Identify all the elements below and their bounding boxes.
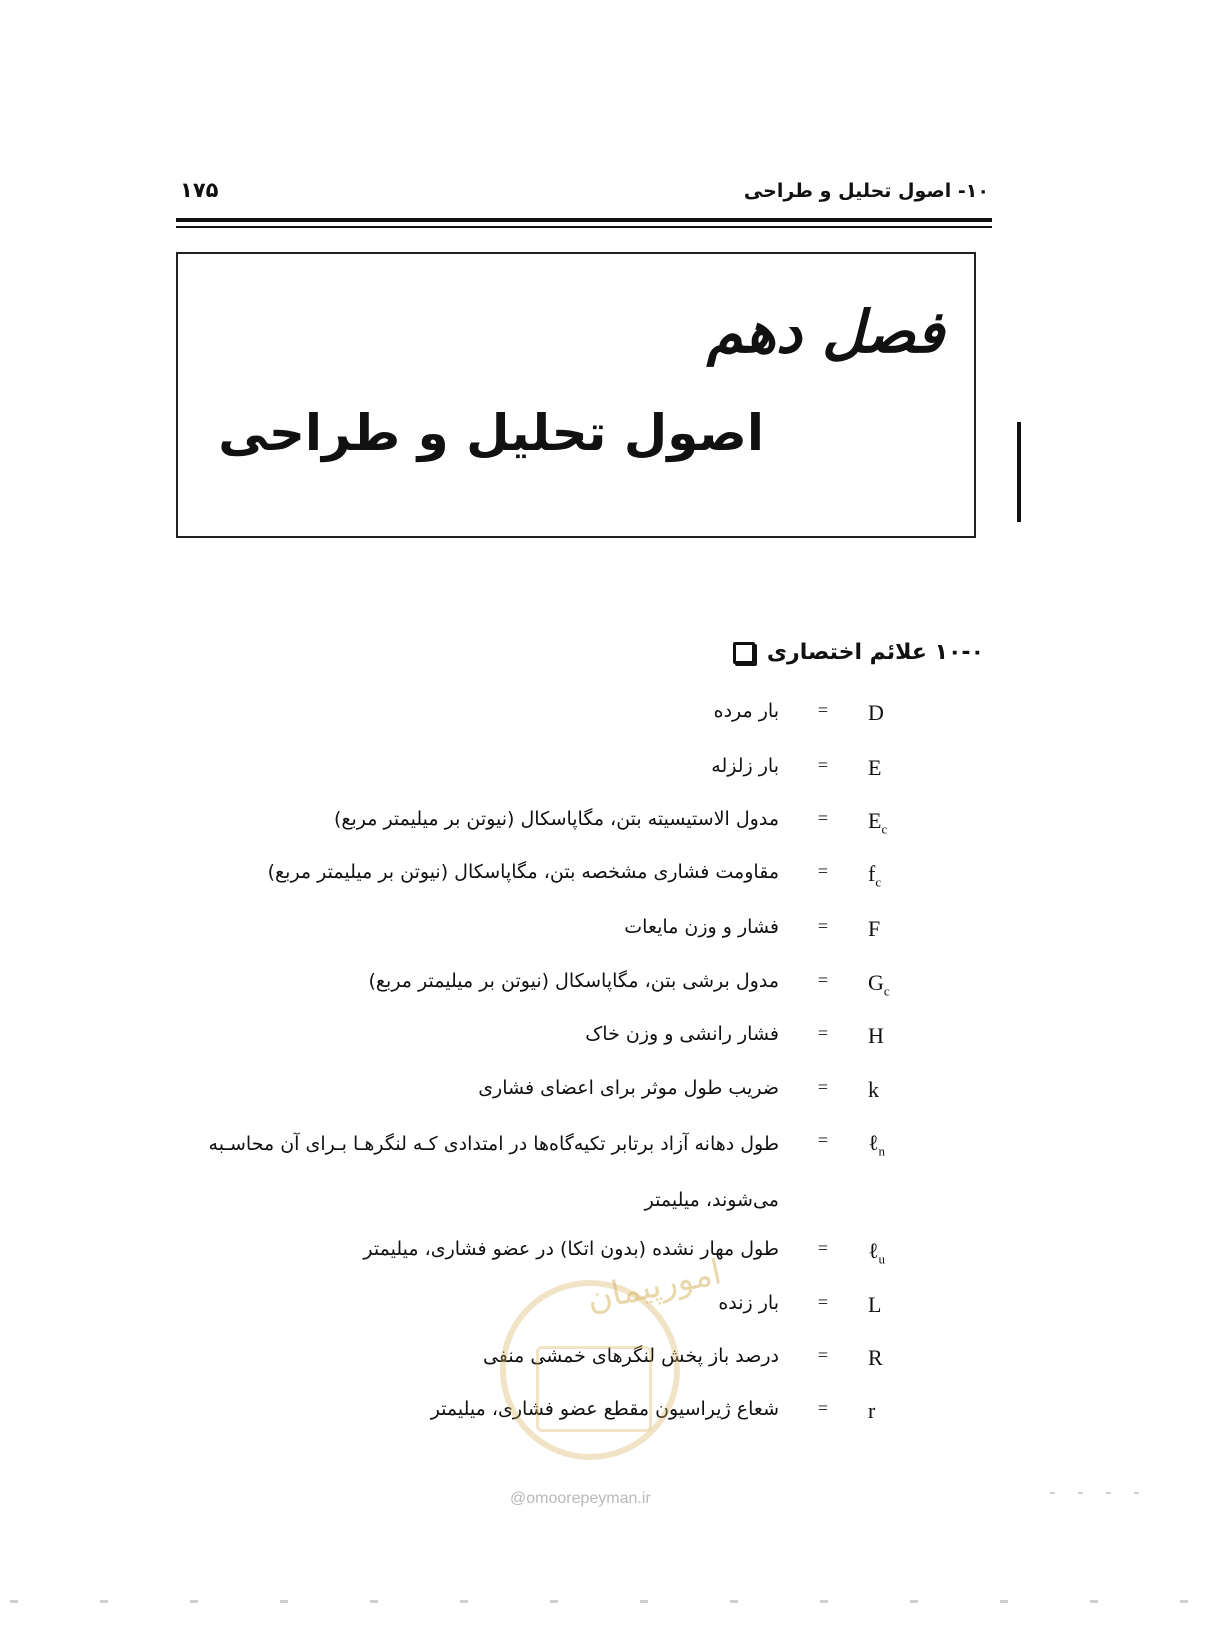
glossary-symbol-main: k xyxy=(868,1077,879,1102)
watermark-seal xyxy=(500,1252,726,1460)
glossary-row xyxy=(0,1130,1229,1211)
checkbox-icon xyxy=(733,642,755,664)
glossary-symbol-subscript: n xyxy=(878,1143,886,1159)
glossary-symbol-main: H xyxy=(868,1023,884,1048)
glossary-symbol xyxy=(868,808,908,837)
running-header: ۱۰- اصول تحلیل و طراحی xyxy=(743,180,989,202)
glossary-definition: فشار رانشی و وزن خاک xyxy=(585,1023,779,1045)
glossary-definition: طول مهار نشده (بدون اتکا) در عضو فشاری، میلیمتر xyxy=(363,1238,779,1260)
glossary-equals: = xyxy=(817,1077,829,1097)
header-rule-thick xyxy=(176,218,992,222)
glossary-row xyxy=(0,1238,1229,1278)
glossary-equals: = xyxy=(817,1130,829,1150)
glossary-row xyxy=(0,700,1229,740)
glossary-symbol-subscript: c xyxy=(875,874,882,890)
glossary-row xyxy=(0,755,1229,795)
glossary-symbol xyxy=(868,1238,908,1267)
glossary-equals: = xyxy=(817,1238,829,1258)
section-title: ۱۰-۰ علائم اختصاری xyxy=(766,640,984,665)
glossary-definition: بار مرده xyxy=(713,700,779,722)
glossary-definition: مقاومت فشاری مشخصه بتن، مگاپاسکال (نیوتن بر میلیمتر مربع) xyxy=(267,861,779,883)
page-number: ۱۷۵ xyxy=(180,178,219,202)
glossary-symbol-main: G xyxy=(868,970,884,995)
glossary-row xyxy=(0,916,1229,956)
glossary-row xyxy=(0,808,1229,848)
glossary-equals: = xyxy=(817,808,829,828)
glossary-symbol-subscript: c xyxy=(883,983,890,999)
chapter-label: فصل دهم xyxy=(706,298,944,366)
watermark-url: @omoorepeyman.ir xyxy=(510,1490,651,1507)
glossary-symbol-main: D xyxy=(868,700,884,725)
glossary-symbol xyxy=(868,1292,908,1318)
watermark-frame xyxy=(536,1346,652,1432)
glossary-definition: طول دهانه آزاد برتابر تکیه‌گاه‌ها در امتدادی کـه لنگرهـا بـرای آن محاسـبه می‌شوند، میلیمتر xyxy=(208,1133,779,1211)
glossary-equals: = xyxy=(817,1345,829,1365)
section-heading xyxy=(733,640,984,665)
header-rule-thin xyxy=(176,226,992,228)
glossary-symbol-main: L xyxy=(868,1292,882,1317)
glossary-definition: شعاع ژیراسیون مقطع عضو فشاری، میلیمتر xyxy=(430,1398,779,1420)
glossary-equals: = xyxy=(817,1023,829,1043)
glossary-symbol xyxy=(868,1130,908,1159)
glossary-definition: بار زنده xyxy=(718,1292,779,1314)
glossary-symbol xyxy=(868,970,908,999)
chapter-box xyxy=(176,252,976,538)
glossary-symbol xyxy=(868,916,908,942)
glossary-equals: = xyxy=(817,970,829,990)
glossary-row xyxy=(0,861,1229,901)
scan-artifact-bottom xyxy=(10,1600,1210,1603)
glossary-symbol-main: ℓ xyxy=(868,1130,879,1155)
glossary-row xyxy=(0,1077,1229,1117)
glossary-definition: مدول الاستیسیته بتن، مگاپاسکال (نیوتن بر میلیمتر مربع) xyxy=(333,808,779,830)
glossary-definition: فشار و وزن مایعات xyxy=(624,916,779,938)
scan-artifact-right xyxy=(1050,1492,1140,1494)
glossary-equals: = xyxy=(817,861,829,881)
glossary-definition: ضریب طول موثر برای اعضای فشاری xyxy=(478,1077,779,1099)
glossary-symbol xyxy=(868,1023,908,1049)
glossary-equals: = xyxy=(817,916,829,936)
glossary-symbol-subscript: u xyxy=(878,1251,886,1267)
glossary-symbol xyxy=(868,755,908,781)
glossary-equals: = xyxy=(817,1292,829,1312)
glossary-equals: = xyxy=(817,755,829,775)
glossary-definition: بار زلزله xyxy=(711,755,779,777)
glossary-symbol xyxy=(868,1398,908,1424)
glossary-symbol-main: F xyxy=(868,916,881,941)
glossary-symbol xyxy=(868,1077,908,1103)
glossary-row xyxy=(0,970,1229,1010)
glossary-symbol-main: E xyxy=(868,808,882,833)
chapter-title: اصول تحلیل و طراحی xyxy=(218,404,764,462)
watermark-brand: امورپیمان xyxy=(583,1252,726,1320)
glossary-symbol xyxy=(868,861,908,890)
glossary-symbol-subscript: c xyxy=(881,821,888,837)
side-bar xyxy=(1017,422,1021,522)
glossary-equals: = xyxy=(817,1398,829,1418)
glossary-symbol-main: f xyxy=(868,861,876,886)
glossary-symbol-main: r xyxy=(868,1398,876,1423)
glossary-symbol xyxy=(868,700,908,726)
glossary-definition: مدول برشی بتن، مگاپاسکال (نیوتن بر میلیمتر مربع) xyxy=(368,970,779,992)
glossary-definition: درصد باز پخش لنگرهای خمشی منفی xyxy=(482,1345,779,1367)
glossary-symbol-main: E xyxy=(868,755,882,780)
glossary-symbol xyxy=(868,1345,908,1371)
glossary-row xyxy=(0,1023,1229,1063)
glossary-symbol-main: R xyxy=(868,1345,883,1370)
glossary-symbol-main: ℓ xyxy=(868,1238,879,1263)
glossary-equals: = xyxy=(817,700,829,720)
